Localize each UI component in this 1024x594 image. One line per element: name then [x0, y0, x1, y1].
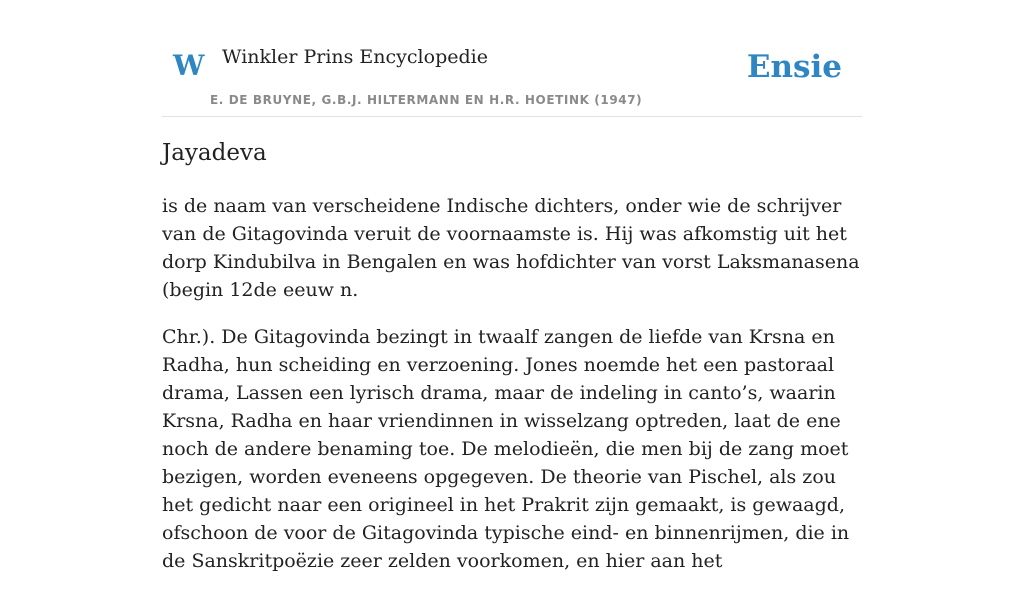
entry-paragraph-1: is de naam van verscheidene Indische dichters, onder wie de schrijver van de Gitagovinda veruit de voornaamste is. Hij was afkomstig uit het dorp Kindubilva in Bengalen en was hofdichter van vorst Laksmanasena (begin 12de eeuw n. [162, 195, 860, 301]
header [162, 0, 862, 117]
content-container [162, 0, 862, 572]
book-authors: E. DE BRUYNE, G.B.J. HILTERMANN EN H.R. HOETINK (1947) [210, 93, 643, 107]
ensie-logo-link[interactable]: Ensie [746, 49, 842, 85]
entry-body [162, 192, 862, 594]
entry-title: Jayadeva [162, 140, 267, 166]
book-title[interactable]: Winkler Prins Encyclopedie [222, 46, 488, 68]
entry-paragraph-2: Chr.). De Gitagovinda bezingt in twaalf zangen de liefde van Krsna en Radha, hun scheiding en verzoening. Jones noemde het een pastoraal drama, Lassen een lyrisch drama, maar de indeling in canto’s, waarin Krsna, Radha en haar vriendinnen in wisselzang optreden, laat de ene noch de andere benaming toe. De melodieën, die men bij de zang moet bezigen, worden eveneens opgegeven. De theorie van Pischel, als zou het gedicht naar een origineel in het Prakrit zijn gemaakt, is gewaagd, ofschoon de voor de Gitagovinda typische eind- en binnenrijmen, die in de Sanskritpoëzie zeer zelden voorkomen, en hier aan het [162, 326, 850, 572]
publication-logo[interactable]: W [173, 49, 205, 82]
